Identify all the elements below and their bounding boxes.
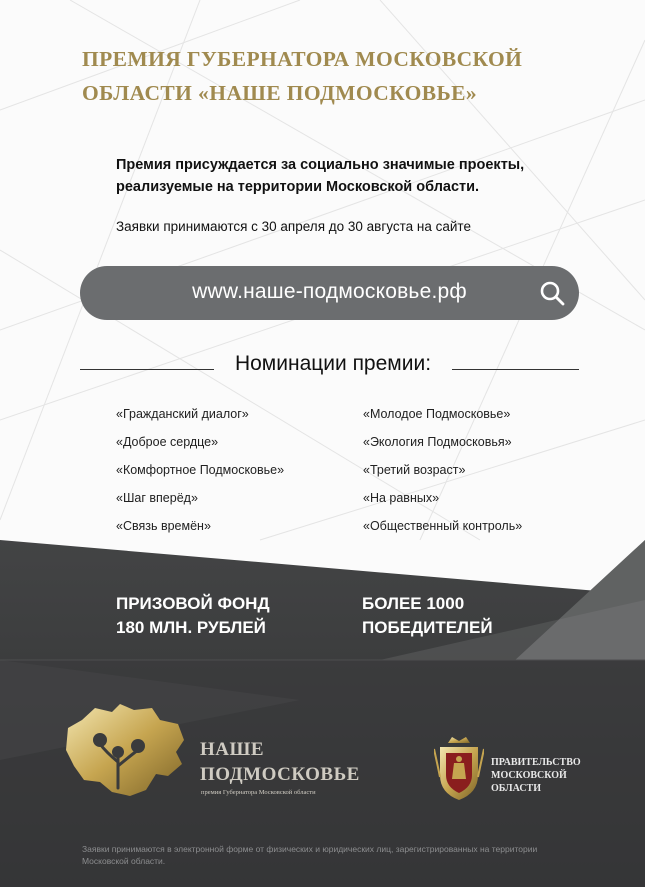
nomination-item: «Доброе сердце» xyxy=(116,435,219,449)
prize-fund-line-1: ПРИЗОВОЙ ФОНД xyxy=(116,594,270,613)
nomination-item: «Молодое Подмосковье» xyxy=(363,407,511,421)
winners-count xyxy=(362,592,493,640)
nomination-item: «На равных» xyxy=(363,491,440,505)
deadline-text: Заявки принимаются с 30 апреля до 30 августа на сайте xyxy=(116,219,471,234)
coat-of-arms-icon xyxy=(434,737,484,801)
brand-name xyxy=(200,737,360,787)
government-line-3: ОБЛАСТИ xyxy=(491,783,541,794)
lead-line-1: Премия присуждается за социально значимые проекты, xyxy=(116,157,525,173)
government-line-2: МОСКОВСКОЙ xyxy=(491,770,567,781)
winners-line-1: БОЛЕЕ 1000 xyxy=(362,594,465,613)
nomination-item: «Общественный контроль» xyxy=(363,519,523,533)
winners-line-2: ПОБЕДИТЕЛЕЙ xyxy=(362,618,493,637)
moscow-region-map-tree-logo xyxy=(60,700,190,800)
government-label xyxy=(491,756,581,795)
nomination-item: «Комфортное Подмосковье» xyxy=(116,463,285,477)
award-title-line-1: ПРЕМИЯ ГУБЕРНАТОРА МОСКОВСКОЙ xyxy=(82,47,523,71)
nomination-item: «Шаг вперёд» xyxy=(116,491,198,505)
brand-name-line-1: НАШЕ xyxy=(200,739,265,760)
nomination-item: «Связь времён» xyxy=(116,519,211,533)
award-title-line-2: ОБЛАСТИ «НАШЕ ПОДМОСКОВЬЕ» xyxy=(82,81,477,105)
brand-subtitle: премия Губернатора Московской области xyxy=(201,789,316,796)
lead-line-2: реализуемые на территории Московской области. xyxy=(116,179,480,195)
nomination-item: «Экология Подмосковья» xyxy=(363,435,512,449)
nominations-title: Номинации премии: xyxy=(234,352,432,375)
nomination-item: «Третий возраст» xyxy=(363,463,466,477)
brand-name-line-2: ПОДМОСКОВЬЕ xyxy=(200,764,360,785)
url-link[interactable]: www.наше-подмосковье.рф xyxy=(192,280,467,303)
footnote: Заявки принимаются в электронной форме от физических и юридических лиц, зарегистрированных на территории Московской области. xyxy=(82,844,538,866)
prize-fund-line-2: 180 МЛН. РУБЛЕЙ xyxy=(116,618,266,637)
prize-fund xyxy=(116,592,270,640)
government-line-1: ПРАВИТЕЛЬСТВО xyxy=(491,757,581,768)
nomination-item: «Гражданский диалог» xyxy=(116,407,249,421)
